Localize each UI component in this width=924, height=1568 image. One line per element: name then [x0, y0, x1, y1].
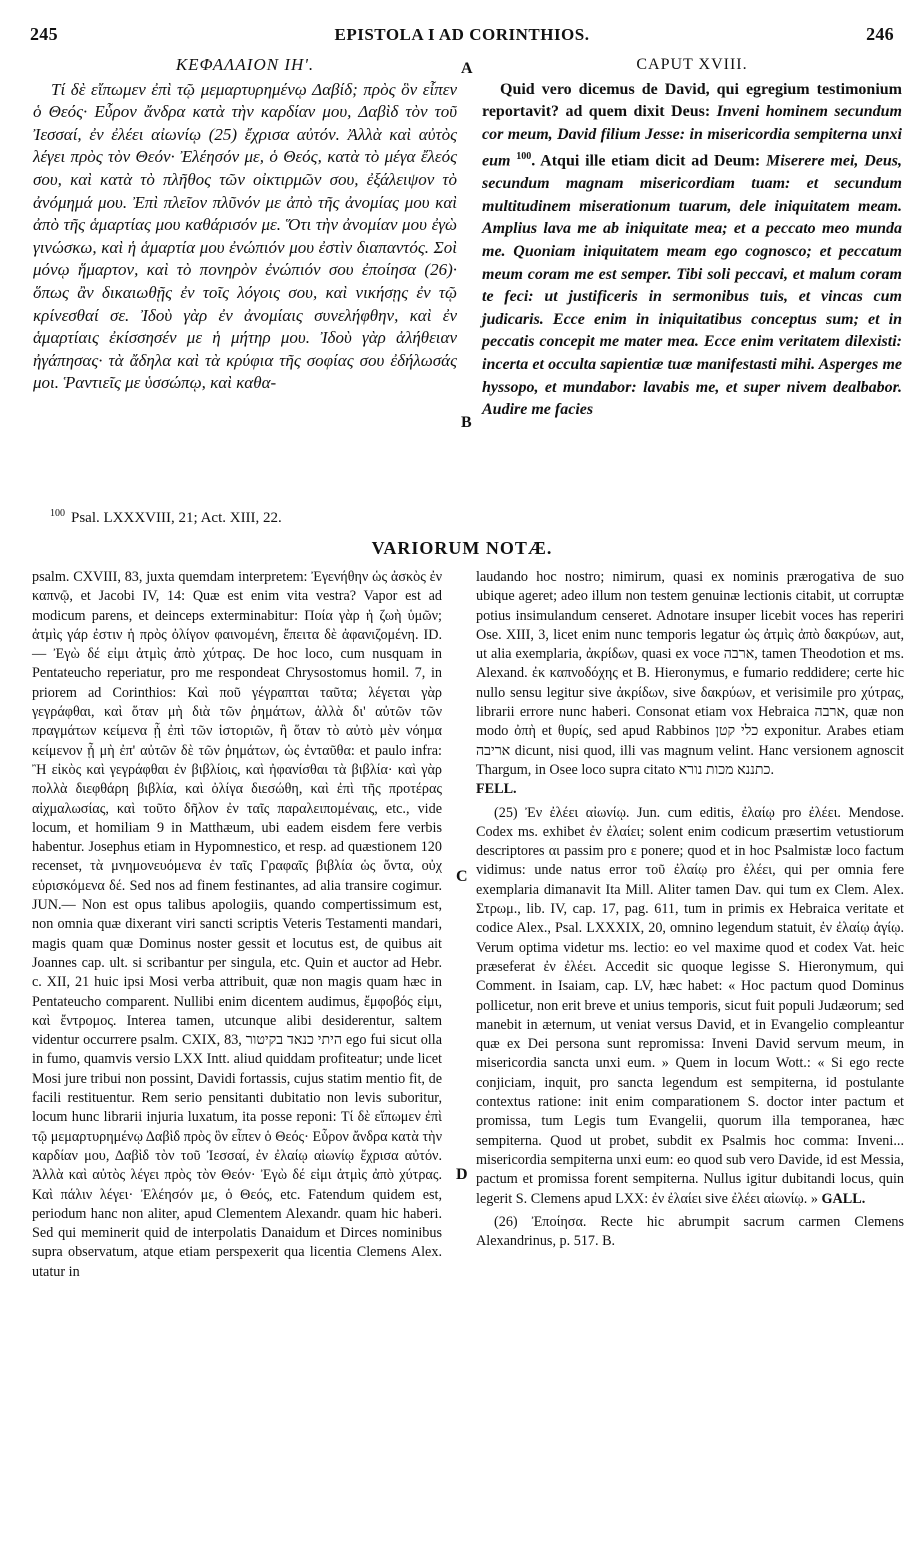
latin-quote-psalm: Inveni hominem secundum cor meum, David filium Jesse: in misericordia sempiterna unxi eum: [482, 103, 902, 170]
running-title: EPISTOLA I AD CORINTHIOS.: [334, 25, 590, 44]
notes-left-column: [32, 568, 442, 1282]
footnote: [50, 508, 450, 527]
footnote-number: 100: [50, 508, 65, 519]
latin-text: [482, 79, 902, 422]
margin-letter-a: A: [461, 60, 473, 77]
latin-text-part-1: Quid vero dicemus de David, qui egregium testimonium reportavit? ad quem dixit Deus:: [482, 80, 902, 121]
margin-letter-b: B: [461, 414, 472, 431]
right-page-number: 246: [866, 24, 894, 44]
notes-right-paragraph-1: laudando hoc nostro; nimirum, quasi ex nominis prærogativa de suo ubique ageret; adeo illum non testem genuinæ lectionis citabit, ut corruptæ potius insimulandum censeret. Adnotare insuper licebit voces has reperiri Ose. XIII, 3, licet enim nunc temporis legatur ὡς ἀτμὶς ἀπὸ δακρύων, aut, ut alia exemplaria, ἀκρίδων, quasi ex voce ארבה, tamen Theodotion et ms. Alexand. ἐκ καπνοδόχης et B. Hieronymus, e fumario reddidere; certe hic nullo sensu legitur sive ἀκρίδων, sive δακρύων, et verisimile pro χύτρας, librarii errore nunc haberi. Consonat etiam vox Hebraica ארבה, quæ non modo ὀπὴ et θυρίς, sed apud Rabbinos כלי קטן exponitur. Arabes etiam אריבה dicunt, nisi quod, illi vas magnum velint. Hanc versionem agnoscit Thargum, in Osee loco supra citato כתננא מכות נורא.: [476, 569, 904, 778]
notes-right-paragraph-3: (26) Ἐποίησα. Recte hic abrumpit sacrum carmen Clemens Alexandrinus, p. 517. B.: [476, 1213, 904, 1250]
note-25-text: (25) Ἐν ἐλέει αἰωνίῳ. Jun. cum editis, ἐλαίῳ pro ἐλέει. Mendose. Codex ms. exhibet ἐν ἐλαίει; solent enim codicum præsertim vetustiorum descriptores αι passim pro ε ponere; quod et in hoc Psalmistæ loco factum vidimus: unde natus error τοῦ ἐλαίῳ pro ἐλέει, qui per omnia fere exemplaria dimanavit Ita Mill. Aliter tamen Dav. qui tum ex Clem. Alex. Στρωμ., lib. IV, cap. 17, pag. 611, tum in primis ex Hebraica veritate et codice Alex., Psal. LXXXIX, 20, omnino legendum statuit, ἐν ἐλαίῳ ἁγίῳ. Verum optima videtur ms. lectio: eo vel maxime quod et codex Vat. heic præseferat ἐν ἐλέει. Accedit sic quoque legisse S. Hieronymum, qui Comment. in Isaiam, cap. LV, hæc habet: « Hoc pactum quod Dominus pollicetur, non erit breve et unius temporis, sicut fuit populi Judæorum; sed manebit in æternum, ut veniat versus David, et in Evangelio compleantur quæ ex Dei persona sunt repromissa: Inveni David servum meum, in misericordia sancta unxi eum. » Quem in locum Wott.: « Si ego recte conjiciam, inquit, pro sancta legendum est sempiterna, id postulante contextus ratione: init enim comparationem S. doctor inter pactum et promissa, tum Legis tum Evangelii, quorum illa temporanea, hæc sempiterna. Quod ut probet, subdit ex Psalmis hoc comma: Inveni... misericordia sempiterna unxi eum: eo quod sub vero Davide, id est Messia, pactum et promissa forent sempiterna. Nullus igitur dubitandi locus, quin legerit S. Clemens apud LXX: ἐν ἐλαίει sive ἐλέει αἰωνίῳ. »: [476, 804, 904, 1207]
latin-chapter-heading: CAPUT XVIII.: [636, 56, 748, 73]
notes-left-text: psalm. CXVIII, 83, juxta quemdam interpretem: Ἐγενήθην ὡς ἀσκὸς ἐν καπνῷ, et Jacobi IV, 14: Quæ est enim vita vestra? Vapor est ad modicum parens, et deinceps exterminabitur: Ποία γὰρ ἡ ζωὴ ὑμῶν; ἀτμὶς γάρ ἐστιν ἡ πρὸς ὀλίγον φαινομένη, ἔπειτα δὲ ἀφανιζομένη. ID. — Ἐγὼ δέ εἰμι ἀτμὶς ἀπὸ χύτρας. De hoc loco, cum nusquam in Pentateucho reperiatur, pro me respondeat Chrysostomus homil. 7, in priorem ad Corinthios: Καὶ ποῦ γέγραπται ταῦτα; λέγεται γὰρ γεγράφθαι, καὶ ὅταν μὴ διὰ τῶν ῥημάτων, ἀλλὰ δι' αὐτῶν τῶν πραγμάτων κείμενα ᾖ ἐπὶ τῶν ἱστοριῶν, ἢ ὅταν τὸ αὐτὸ μὲν νόημα κείμενον ᾖ μὴ ἐπ' αὐτῶν δὲ τῶν ῥημάτων, ὡς ἐνταῦθα: et paulo infra: Ἢ εἰκὸς καὶ γεγράφθαι ἐν βιβλίοις, καὶ ἠφανίσθαι τὰ βιβλία· καὶ γὰρ πολλὰ διεφθάρη βιβλία, καὶ ὀλίγα διεσώθη, καὶ ἐπὶ τῆς προτέρας αἰχμαλωσίας, καὶ τοῦτο δῆλον ἐν ταῖς παραλειπομέναις, etc., vide locum, et homiliam 9 in Matthæum, ubi eadem eisdem fere verbis habentur. Josephus etiam in Hypomnestico, et resp. ad quæstionem 120 recenset, τὰ μνημονευόμενα ἐν ταῖς Γραφαῖς βιβλία ὡς ὄντα, οὐχ εὑρισκόμενα δέ. Sed nos ad finem festinantes, ad alia transire cogimur. JUN.— Non est opus talibus apologiis, quando compertissimum est, non omnia quæ dixerant viri sancti scriptis Veteris Testamenti mandari, magis quam quæ Dominus noster gessit et locutus est, de quibus ait Joannes cap. ult. si scribantur per singula, etc. Quin et auctor ad Hebr. c. XII, 21 huic ipsi Mosi verba attribuit, quæ non magis quam hæc in Pentateucho comparent. Nullibi enim dicentem audimus, ἔμφοβός εἰμι, καὶ ἔντρομος. Interea tamen, utcunque alibi desiderentur, saltem videntur occurrere psalm. CXIX, 83, היתי כנאד בקיטור ego fui sicut olla in fumo, quamvis versio LXX Intt. aliud quiddam profiteatur; unde licet Mosi jure tribui non possint, Davidi fortassis, cujus statim mentio fit, de facili restituentur. Rem serio pensitanti dubitatio non levis suboritur, locum hunc librarii injuria luxatum, ita posse reponi: Τί δὲ εἴπωμεν ἐπὶ τῷ μεμαρτυρημένῳ Δαβὶδ πρὸς ὃν εἶπεν ὁ Θεός· Εὗρον ἄνδρα κατὰ τὴν καρδίαν μου, Δαβὶδ τὸν τοῦ Ἰεσσαί, ἐν ἐλαίῳ αἰωνίῳ ἔχρισα αὐτόν. Ἀλλὰ καὶ αὐτὸς λέγει πρὸς τὸν Θεόν· Ἐγὼ δέ εἰμι ἀτμὶς ἀπὸ χύτρας. Καὶ πάλιν λέγει· Ἐλέησόν με, ὁ Θεός, etc. Fatendum quidem est, periodum hanc non aliter, apud Clementem Alexandr. quam hic haberi. Sed qui meminerit quid de interpolatis Danaidum et Dirces nominibus supra observatum, atque etiam perspexerit qua licentia Clemens Alex. utatur in: [32, 569, 442, 1280]
margin-letter-d: D: [456, 1166, 468, 1183]
running-head: [30, 24, 894, 48]
signature-fell: FELL.: [476, 781, 517, 798]
greek-chapter-heading: ΚΕΦΑΛΑΙΟΝ ΙΗ'.: [175, 55, 315, 74]
latin-text-part-3: . Atqui ille etiam dicit ad Deum:: [531, 152, 766, 170]
margin-letter-c: C: [456, 868, 468, 885]
latin-quote-miserere: Miserere mei, Deus, secundum magnam misericordiam tuam: et secundum multitudinem miserationum tuarum, dele iniquitatem meam. Amplius lava me ab iniquitate mea; et a peccato meo munda me. Quoniam iniquitatem meam ego cognosco; et peccatum meum coram me est semper. Tibi soli peccavi, et malum coram te feci: ut justificeris in sermonibus tuis, et vincas cum judicaris. Ecce enim in iniquitatibus conceptus sum; et in peccatis concepit me mater mea. Ecce enim veritatem dilexisti: incerta et occulta sapientiæ tuæ manifestasti mihi. Asperges me hyssopo, et mundabor: lavabis me, et super nivem dealbabor. Audire me facies: [482, 152, 902, 419]
section-title: VARIORUM NOTÆ.: [371, 538, 553, 558]
signature-gall: GALL.: [821, 1190, 866, 1207]
notes-right-paragraph-2: [476, 804, 904, 1209]
greek-text: Τί δὲ εἴπωμεν ἐπὶ τῷ μεμαρτυρημένῳ Δαβίδ; πρὸς ὃν εἶπεν ὁ Θεός· Εὗρον ἄνδρα κατὰ τὴν καρδίαν μου, Δαβὶδ τὸν τοῦ Ἰεσσαί, ἐν ἐλέει αἰωνίῳ (25) ἔχρισα αὐτόν. Ἀλλὰ καὶ αὐτὸς λέγει πρὸς τὸν Θεόν· Ἐλέησόν με, ὁ Θεός, κατὰ τὸ μέγα ἔλεός σου, καὶ κατὰ τὸ πλῆθος τῶν οἰκτιρμῶν σου, ἐξάλειψον τὸ ἀνόμημά μου. Ἐπὶ πλεῖον πλῦνόν με ἀπὸ τῆς ἀνομίας μου καὶ ἀπὸ τῆς ἁμαρτίας μου καθάρισόν με. Ὅτι τὴν ἀνομίαν μου ἐγὼ γινώσκω, καὶ ἡ ἁμαρτία μου ἐνώπιόν μου ἐστὶν διαπαντός. Σοὶ μόνῳ ἥμαρτον, καὶ τὸ πονηρὸν ἐνώπιόν σου ἐποίησα (26)· ὅπως ἂν δικαιωθῇς ἐν τοῖς λόγοις σου, καὶ νικήσῃς ἐν τῷ κρίνεσθαί σε. Ἰδοὺ γὰρ ἐν ἀνομίαις συνελήφθην, καὶ ἐν ἁμαρτίαις ἐκίσσησέν με ἡ μήτηρ μου. Ἰδοὺ γὰρ ἀλήθειαν ἠγάπησας· τὰ ἄδηλα καὶ τὰ κρύφια τῆς σοφίας σου ἐδήλωσάς μοι. Ῥαντιεῖς με ὑσσώπῳ, καὶ καθα-: [33, 79, 457, 393]
left-page-number: 245: [30, 24, 58, 44]
greek-column: [33, 54, 457, 395]
footnote-text: Psal. LXXXVIII, 21; Act. XIII, 22.: [71, 510, 282, 526]
footnote-ref: 100: [516, 151, 532, 163]
latin-column: [482, 54, 902, 422]
notes-right-column: [476, 568, 904, 1251]
